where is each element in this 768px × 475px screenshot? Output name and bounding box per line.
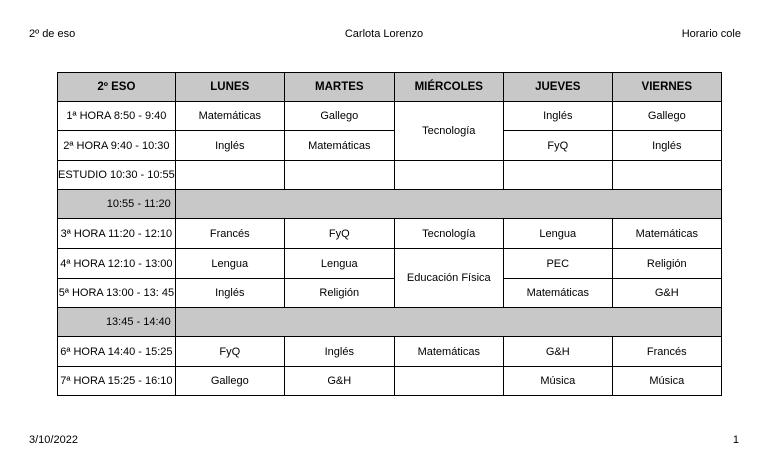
- subject-cell: Tecnología: [394, 219, 503, 249]
- subject-cell: Educación Física: [394, 249, 503, 308]
- time-slot: 7ª HORA 15:25 - 16:10: [58, 367, 176, 396]
- subject-cell: Matemáticas: [503, 279, 612, 308]
- break-row: [58, 190, 722, 219]
- empty-cell: [503, 161, 612, 190]
- time-slot: ESTUDIO 10:30 - 10:55: [58, 161, 176, 190]
- header-title: Horario cole: [681, 28, 741, 40]
- subject-cell: Inglés: [503, 102, 612, 131]
- subject-cell: Religión: [612, 249, 721, 279]
- col-header-jueves: JUEVES: [503, 73, 612, 102]
- empty-cell: [175, 161, 284, 190]
- subject-cell: Inglés: [612, 131, 721, 161]
- subject-cell: Tecnología: [394, 102, 503, 161]
- empty-cell: [612, 161, 721, 190]
- subject-cell: Música: [503, 367, 612, 396]
- time-slot: 10:55 - 11:20: [58, 190, 176, 219]
- time-slot: 13:45 - 14:40: [58, 308, 176, 337]
- subject-cell: Inglés: [175, 131, 284, 161]
- subject-cell: PEC: [503, 249, 612, 279]
- empty-cell: [394, 367, 503, 396]
- subject-cell: Francés: [612, 337, 721, 367]
- subject-cell: Inglés: [175, 279, 284, 308]
- subject-cell: Francés: [175, 219, 284, 249]
- subject-cell: G&H: [503, 337, 612, 367]
- subject-cell: Gallego: [612, 102, 721, 131]
- table-row: [58, 367, 722, 396]
- table-row: [58, 131, 722, 161]
- table-row: [58, 279, 722, 308]
- time-slot: 4ª HORA 12:10 - 13:00: [58, 249, 176, 279]
- time-slot: 1ª HORA 8:50 - 9:40: [58, 102, 176, 131]
- break-cell: [175, 190, 721, 219]
- break-cell: [175, 308, 721, 337]
- time-slot: 5ª HORA 13:00 - 13: 45: [58, 279, 176, 308]
- table-row: [58, 161, 722, 190]
- subject-cell: Religión: [284, 279, 394, 308]
- subject-cell: Matemáticas: [394, 337, 503, 367]
- subject-cell: Matemáticas: [175, 102, 284, 131]
- break-row: [58, 308, 722, 337]
- subject-cell: FyQ: [284, 219, 394, 249]
- header-course: 2º de eso: [29, 28, 76, 40]
- table-row: [58, 249, 722, 279]
- empty-cell: [284, 161, 394, 190]
- time-slot: 2ª HORA 9:40 - 10:30: [58, 131, 176, 161]
- subject-cell: Inglés: [284, 337, 394, 367]
- header-student-name: Carlota Lorenzo: [344, 28, 424, 40]
- subject-cell: Gallego: [175, 367, 284, 396]
- empty-cell: [394, 161, 503, 190]
- col-header-miercoles: MIÉRCOLES: [394, 73, 503, 102]
- col-header-viernes: VIERNES: [612, 73, 721, 102]
- time-slot: 3ª HORA 11:20 - 12:10: [58, 219, 176, 249]
- subject-cell: Música: [612, 367, 721, 396]
- col-header-course: 2º ESO: [58, 73, 176, 102]
- subject-cell: Lengua: [175, 249, 284, 279]
- subject-cell: G&H: [284, 367, 394, 396]
- header-row: [58, 73, 722, 102]
- table-row: [58, 219, 722, 249]
- footer-date: 3/10/2022: [29, 434, 78, 446]
- footer-page-number: 1: [732, 434, 739, 446]
- subject-cell: G&H: [612, 279, 721, 308]
- schedule-table: [57, 72, 722, 396]
- subject-cell: Lengua: [503, 219, 612, 249]
- subject-cell: Lengua: [284, 249, 394, 279]
- time-slot: 6ª HORA 14:40 - 15:25: [58, 337, 176, 367]
- subject-cell: Gallego: [284, 102, 394, 131]
- col-header-martes: MARTES: [284, 73, 394, 102]
- table-row: [58, 337, 722, 367]
- table-row: [58, 102, 722, 131]
- subject-cell: FyQ: [503, 131, 612, 161]
- col-header-lunes: LUNES: [175, 73, 284, 102]
- subject-cell: Matemáticas: [612, 219, 721, 249]
- subject-cell: FyQ: [175, 337, 284, 367]
- subject-cell: Matemáticas: [284, 131, 394, 161]
